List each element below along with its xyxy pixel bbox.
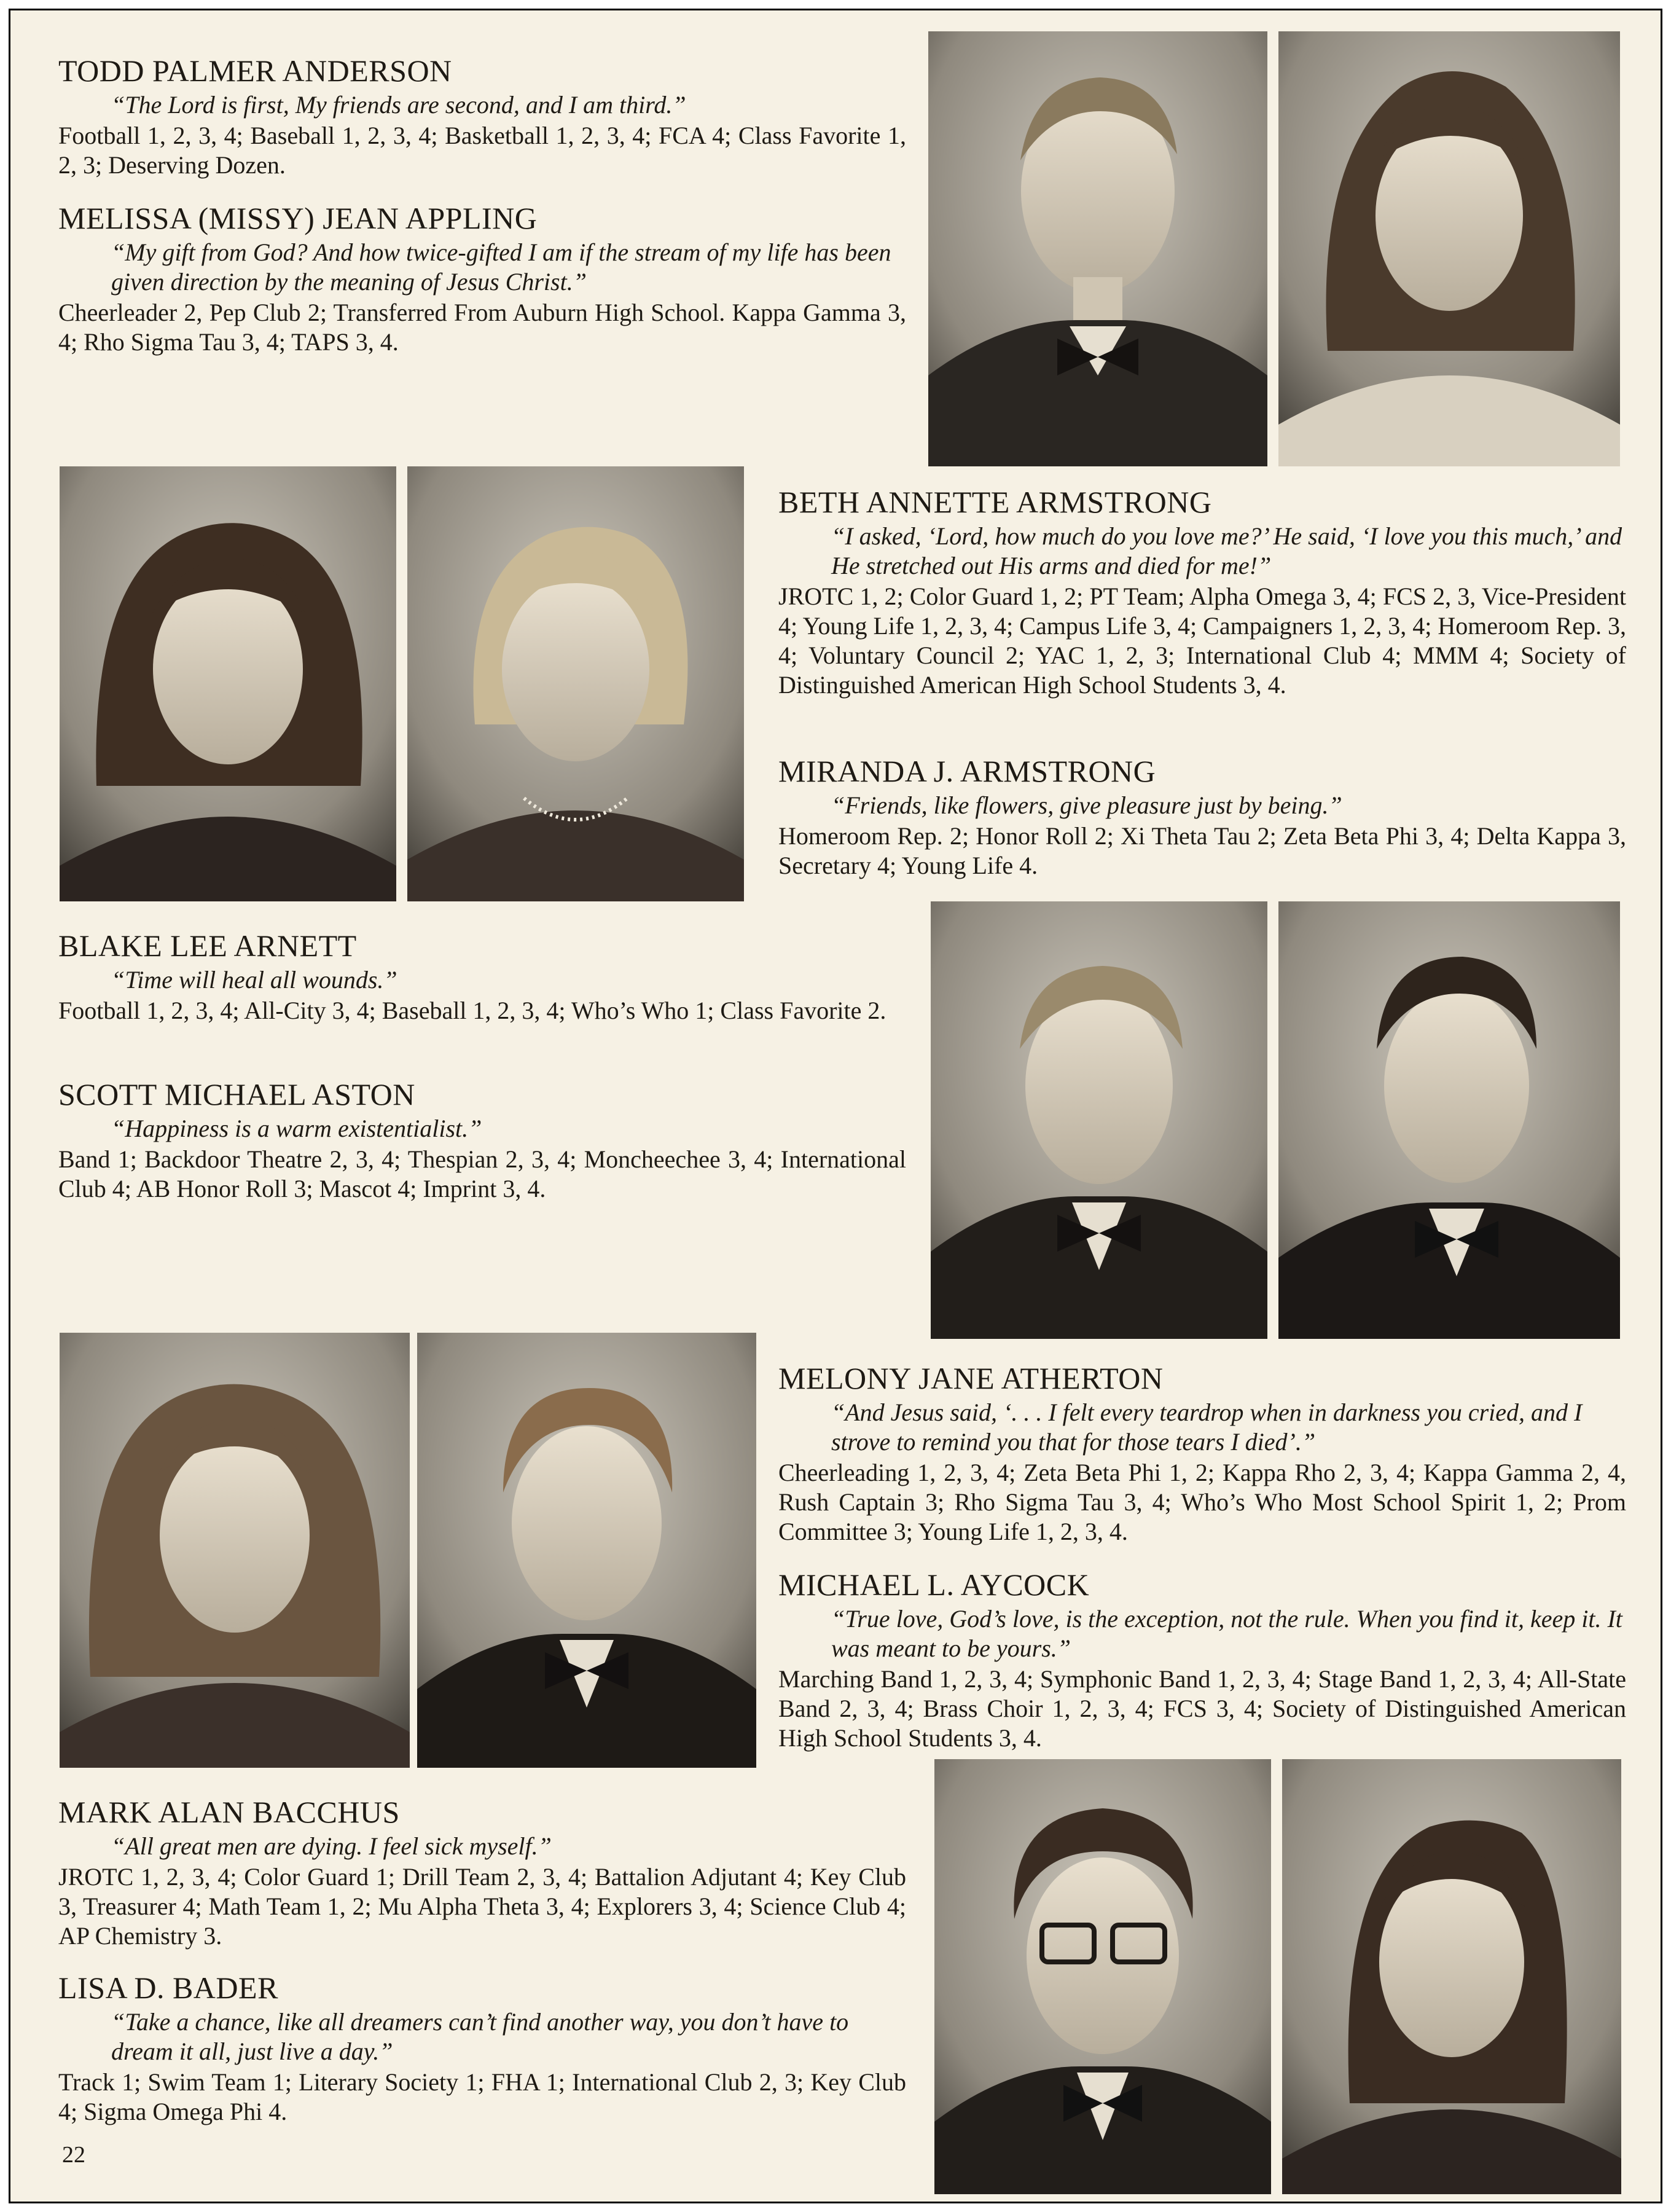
student-activities: Marching Band 1, 2, 3, 4; Symphonic Band 1, 2, 3, 4; Stage Band 1, 2, 3, 4; All-State Band 2, 3, 4; Brass Choir 1, 2, 3, 4; FCS 3, 4; Society of Distinguished American High School Students 3, 4. <box>778 1665 1626 1752</box>
student-name: BLAKE LEE ARNETT <box>58 928 357 963</box>
student-quote: “The Lord is first, My friends are second, and I am third.” <box>111 91 686 119</box>
student-entry <box>58 1077 906 1204</box>
student-quote: “True love, God’s love, is the exception, not the rule. When you find it, keep it. It was meant to be yours.” <box>831 1605 1622 1662</box>
student-activities: Football 1, 2, 3, 4; All-City 3, 4; Baseball 1, 2, 3, 4; Who’s Who 1; Class Favorite 2. <box>58 997 886 1024</box>
yearbook-page <box>9 9 1662 2203</box>
portrait-photo <box>407 466 744 901</box>
student-quote: “I asked, ‘Lord, how much do you love me?’ He said, ‘I love you this much,’ and He stretched out His arms and died for me!” <box>831 522 1622 579</box>
portrait-photo <box>928 31 1267 466</box>
portrait-photo <box>931 901 1267 1339</box>
student-quote: “Friends, like flowers, give pleasure just by being.” <box>831 791 1342 819</box>
student-entry <box>58 928 906 1026</box>
student-activities: JROTC 1, 2, 3, 4; Color Guard 1; Drill Team 2, 3, 4; Battalion Adjutant 4; Key Club 3, Treasurer 4; Math Team 1, 2; Mu Alpha Theta 3, 4; Explorers 3, 4; Science Club 4; AP Chemistry 3. <box>58 1863 906 1950</box>
student-name: BETH ANNETTE ARMSTRONG <box>778 485 1212 519</box>
student-quote: “Happiness is a warm existentialist.” <box>111 1115 482 1142</box>
student-quote: “My gift from God? And how twice-gifted I am if the stream of my life has been given direction by the meaning of Jesus Christ.” <box>111 238 891 296</box>
student-entry <box>778 754 1626 880</box>
student-activities: Cheerleading 1, 2, 3, 4; Zeta Beta Phi 1, 2; Kappa Rho 2, 3, 4; Kappa Gamma 2, 4, Rush Captain 3; Rho Sigma Tau 3, 4; Who’s Who Most School Spirit 1, 2; Prom Committee 3; Young Life 1, 2, 3, 4. <box>778 1459 1626 1545</box>
student-name: MELISSA (MISSY) JEAN APPLING <box>58 201 538 235</box>
student-entry <box>58 1971 906 2127</box>
student-quote: “Time will heal all wounds.” <box>111 966 397 994</box>
student-name: TODD PALMER ANDERSON <box>58 53 452 88</box>
portrait-photo <box>60 466 396 901</box>
portrait-photo <box>1282 1759 1621 2194</box>
page-number: 22 <box>62 2142 85 2168</box>
student-activities: Band 1; Backdoor Theatre 2, 3, 4; Thespian 2, 3, 4; Moncheechee 3, 4; International Club 4; AB Honor Roll 3; Mascot 4; Imprint 3, 4. <box>58 1145 906 1202</box>
portrait-photo <box>934 1759 1271 2194</box>
student-activities: Football 1, 2, 3, 4; Baseball 1, 2, 3, 4; Basketball 1, 2, 3, 4; FCA 4; Class Favorite 1, 2, 3; Deserving Dozen. <box>58 122 906 179</box>
student-entry <box>58 201 906 357</box>
student-entry <box>778 1567 1626 1753</box>
student-quote: “And Jesus said, ‘. . . I felt every teardrop when in darkness you cried, and I strove to remind you that for those tears I died’.” <box>831 1398 1583 1456</box>
student-name: MIRANDA J. ARMSTRONG <box>778 754 1156 788</box>
student-activities: Cheerleader 2, Pep Club 2; Transferred From Auburn High School. Kappa Gamma 3, 4; Rho Sigma Tau 3, 4; TAPS 3, 4. <box>58 299 906 356</box>
student-entry <box>58 53 906 180</box>
student-activities: Track 1; Swim Team 1; Literary Society 1; FHA 1; International Club 2, 3; Key Club 4; Sigma Omega Phi 4. <box>58 2068 906 2125</box>
student-entry <box>58 1795 906 1951</box>
portrait-photo <box>1278 31 1620 466</box>
portrait-photo <box>60 1333 410 1768</box>
student-name: MELONY JANE ATHERTON <box>778 1361 1164 1395</box>
student-name: MICHAEL L. AYCOCK <box>778 1567 1090 1602</box>
student-activities: Homeroom Rep. 2; Honor Roll 2; Xi Theta Tau 2; Zeta Beta Phi 3, 4; Delta Kappa 3, Secretary 4; Young Life 4. <box>778 822 1626 879</box>
portrait-photo <box>1278 901 1620 1339</box>
student-name: MARK ALAN BACCHUS <box>58 1795 400 1829</box>
portrait-photo <box>417 1333 756 1768</box>
student-name: LISA D. BADER <box>58 1971 278 2005</box>
student-activities: JROTC 1, 2; Color Guard 1, 2; PT Team; Alpha Omega 3, 4; FCS 2, 3, Vice-President 4; Young Life 1, 2, 3, 4; Campus Life 3, 4; Campaigners 1, 2, 3, 4; Homeroom Rep. 3, 4; Voluntary Council 2; YAC 1, 2, 3; International Club 4; MMM 4; Society of Distinguished American High School Students 3, 4. <box>778 582 1626 699</box>
student-quote: “All great men are dying. I feel sick myself.” <box>111 1832 552 1860</box>
student-entry <box>778 1361 1626 1547</box>
student-name: SCOTT MICHAEL ASTON <box>58 1077 415 1112</box>
student-quote: “Take a chance, like all dreamers can’t find another way, you don’t have to dream it all, just live a day.” <box>111 2008 849 2065</box>
student-entry <box>778 485 1626 700</box>
